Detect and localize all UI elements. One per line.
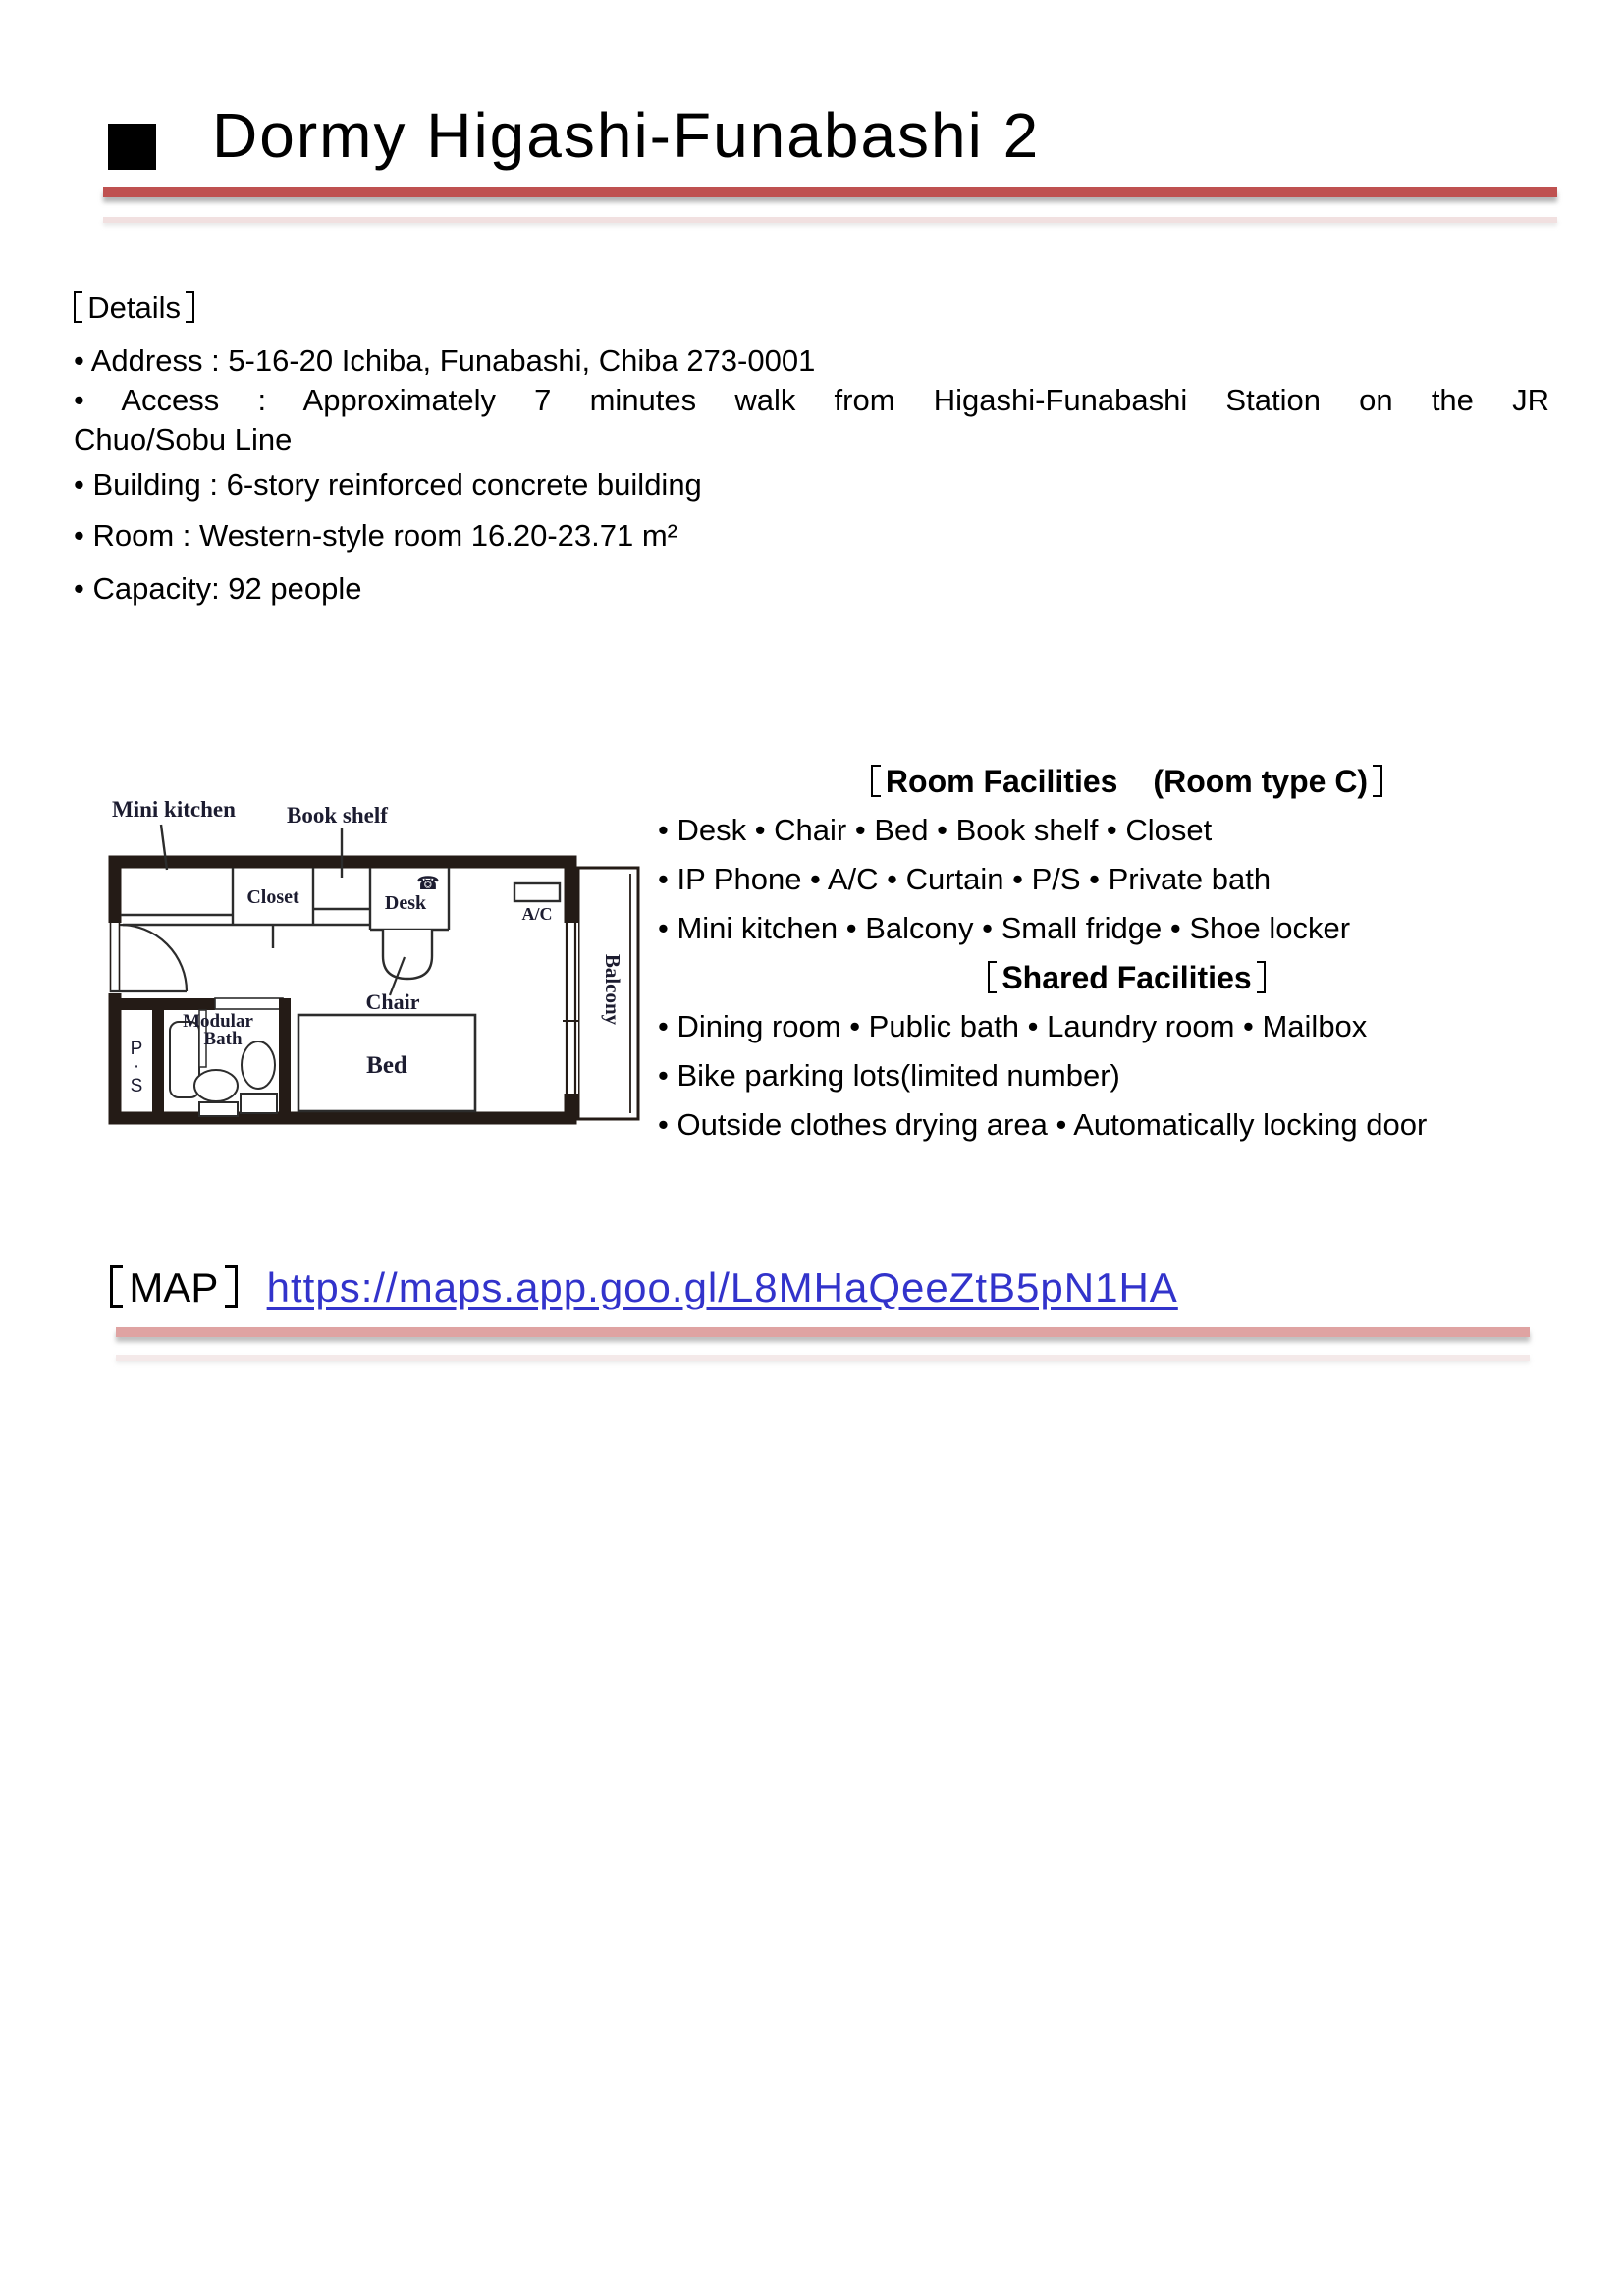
shared-facilities-heading bbox=[658, 960, 1596, 996]
room-facilities-line: • IP Phone • A/C • Curtain • P/S • Private bath bbox=[658, 862, 1272, 896]
floor-plan-svg bbox=[98, 775, 648, 1148]
ps-label-dot: · bbox=[133, 1056, 140, 1077]
bath-right-wall bbox=[279, 998, 291, 1118]
room-facilities-heading bbox=[658, 764, 1596, 800]
toilet-bowl bbox=[194, 1070, 238, 1101]
bath-top-wall bbox=[164, 998, 215, 1010]
toilet-base bbox=[199, 1102, 238, 1116]
details-access-line-1: • Access : Approximately 7 minutes walk from Higashi-Funabashi Station on the JR bbox=[74, 383, 1549, 417]
map-heading bbox=[110, 1264, 238, 1310]
shared-facilities-line: • Bike parking lots(limited number) bbox=[658, 1058, 1120, 1093]
details-heading-label: Details bbox=[87, 291, 182, 325]
details-heading bbox=[74, 291, 194, 326]
page-title: Dormy Higashi-Funabashi 2 bbox=[212, 100, 1041, 171]
ac-unit bbox=[514, 883, 560, 901]
room-facilities-heading-bracketed bbox=[871, 764, 1382, 799]
shared-facilities-heading-label: Shared Facilities bbox=[1001, 960, 1252, 995]
details-address-line: • Address : 5-16-20 Ichiba, Funabashi, Chiba 273-0001 bbox=[74, 344, 816, 378]
closet-label: Closet bbox=[246, 886, 299, 908]
details-access-line-2: Chuo/Sobu Line bbox=[74, 422, 293, 456]
room-facilities-heading-label: Room Facilities bbox=[885, 764, 1118, 799]
ps-right-wall bbox=[152, 998, 164, 1118]
modular-bath-label-2: Bath bbox=[203, 1029, 243, 1049]
chair-label: Chair bbox=[365, 989, 420, 1014]
bed-label: Bed bbox=[366, 1052, 407, 1079]
room-facilities-line: • Mini kitchen • Balcony • Small fridge • Shoe locker bbox=[658, 911, 1351, 945]
desk-label: Desk bbox=[384, 892, 427, 914]
door-opening bbox=[107, 923, 123, 993]
header-accent-bar bbox=[103, 187, 1557, 197]
map-heading-label: MAP bbox=[129, 1264, 219, 1310]
map-section bbox=[110, 1264, 1178, 1311]
details-building-line: • Building : 6-story reinforced concrete building bbox=[74, 467, 702, 502]
washbasin bbox=[242, 1041, 275, 1089]
modular-bath-label-1: Modular bbox=[183, 1011, 253, 1032]
footer-accent-bar bbox=[116, 1327, 1530, 1337]
phone-icon: ☎ bbox=[416, 873, 440, 894]
ps-label-p: P bbox=[130, 1039, 143, 1059]
ps-label-s: S bbox=[130, 1076, 143, 1096]
room-facilities-line: • Desk • Chair • Bed • Book shelf • Closet bbox=[658, 813, 1213, 847]
details-room-line: • Room : Western-style room 16.20-23.71 m² bbox=[74, 518, 678, 553]
room-type-label: (Room type C) bbox=[1153, 764, 1369, 799]
details-capacity-line: • Capacity: 92 people bbox=[74, 571, 362, 606]
shared-facilities-heading-bracketed bbox=[988, 960, 1267, 995]
book-shelf-label: Book shelf bbox=[287, 803, 388, 828]
title-bullet-square bbox=[108, 124, 156, 170]
mini-kitchen-label: Mini kitchen bbox=[112, 797, 236, 822]
map-link[interactable]: https://maps.app.goo.gl/L8MHaQeeZtB5pN1HA bbox=[266, 1264, 1178, 1310]
chair-shape bbox=[383, 930, 432, 979]
ac-label: A/C bbox=[521, 904, 553, 924]
header-accent-bar-light bbox=[103, 217, 1557, 223]
shared-facilities-line: • Outside clothes drying area • Automatically locking door bbox=[658, 1107, 1428, 1142]
balcony-label: Balcony bbox=[601, 953, 624, 1026]
footer-accent-bar-light bbox=[116, 1355, 1530, 1361]
floor-plan bbox=[98, 775, 648, 1148]
shared-facilities-line: • Dining room • Public bath • Laundry room • Mailbox bbox=[658, 1009, 1368, 1043]
bath-door-opening bbox=[215, 998, 283, 1009]
washbasin-base bbox=[241, 1094, 277, 1113]
